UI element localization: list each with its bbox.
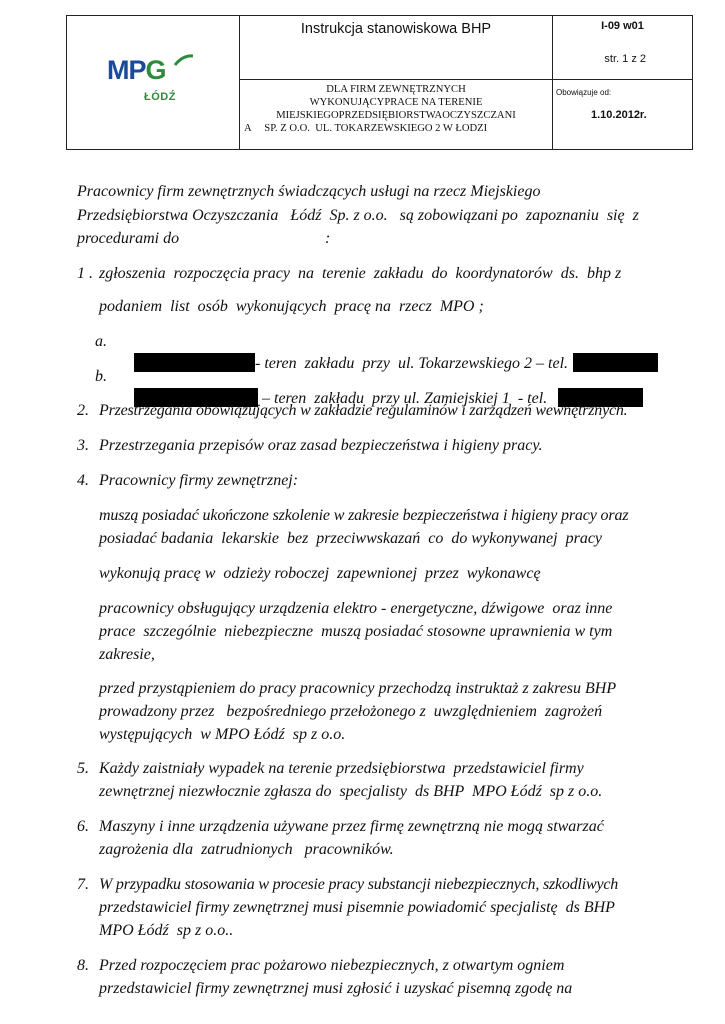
scope-line: MIEJSKIEGOPRZEDSIĘBIORSTWAOCZYSZCZANI — [276, 110, 516, 121]
list-item-text: Przed rozpoczęciem prac pożarowo niebezpiecznych, z otwartym ogniem — [99, 957, 565, 974]
bullet-text: posiadać badania lekarskie bez przeciwwskazań co do wykonywanej pracy — [99, 530, 603, 547]
list-item-text: Każdy zaistniały wypadek na terenie przedsiębiorstwa przedstawiciel firmy — [99, 760, 584, 777]
sublist-text: - teren zakładu przy ul. Tokarzewskiego 2 – tel. — [255, 355, 569, 372]
list-item-text: MPO Łódź sp z o.o.. — [99, 922, 234, 939]
list-item-text: zewnętrznej niezwłocznie zgłasza do specjalisty ds BHP MPO Łódź sp z o.o. — [99, 783, 603, 800]
list-item-number: 2. — [77, 402, 89, 419]
scope-line: DLA FIRM ZEWNĘTRZNYCH — [326, 84, 466, 95]
bullet-text: pracownicy obsługujący urządzenia elektro - energetyczne, dźwigowe oraz inne — [99, 600, 613, 617]
scope-line: A SP. Z O.O. UL. TOKARZEWSKIEGO 2 W ŁODZI — [244, 123, 488, 134]
list-item-text: W przypadku stosowania w procesie pracy substancji niebezpiecznych, szkodliwych — [99, 876, 619, 893]
logo-wordmark: MPG — [107, 55, 166, 85]
scope-line: WYKONUJĄCYPRACE NA TERENIE — [309, 97, 483, 108]
list-item-number: 5. — [77, 760, 89, 777]
list-item-text: przedstawiciel firmy zewnętrznej musi zgłosić i uzyskać pisemną zgodę na — [99, 980, 573, 997]
list-item-text: podaniem list osób wykonujących pracę na rzecz MPO ; — [99, 298, 484, 315]
bullet-text: muszą posiadać ukończone szkolenie w zakresie bezpieczeństwa i higieny pracy oraz — [99, 507, 629, 524]
list-item-text: Pracownicy firmy zewnętrznej: — [99, 472, 299, 489]
logo-city: ŁÓDŹ — [144, 91, 176, 103]
bullet-text: zakresie, — [99, 646, 155, 663]
list-item-text: przedstawiciel firmy zewnętrznej musi pisemnie powiadomić specjalistę ds BHP — [99, 899, 615, 916]
sublist-item-b — [118, 366, 643, 432]
list-item-text: zagrożenia dla zatrudnionych pracowników. — [99, 841, 394, 858]
intro-line: procedurami do — [77, 230, 180, 247]
mpo-logo — [107, 57, 207, 113]
list-item-number: 4. — [77, 472, 89, 489]
bullet-text: występujących w MPO Łódź sp z o.o. — [99, 726, 346, 743]
list-item-number: 8. — [77, 957, 89, 974]
list-item-number: 3. — [77, 437, 89, 454]
list-item-text: Przestrzegania obowiązujących w zakładzie regulaminów i zarządzeń wewnętrznych. — [99, 402, 628, 419]
list-item-number: 6. — [77, 818, 89, 835]
document-code: I-09 w01 — [601, 20, 644, 32]
logo-swoosh-icon — [173, 53, 195, 67]
sublist-label: b. — [95, 368, 107, 385]
list-item-text: Maszyny i inne urządzenia używane przez firmę zewnętrzną nie mogą stwarzać — [99, 818, 604, 835]
logo-cell — [67, 16, 240, 150]
sublist-label: a. — [95, 333, 107, 350]
title-cell — [240, 16, 553, 80]
intro-line: Pracownicy firm zewnętrznych świadczących usługi na rzecz Miejskiego — [77, 183, 541, 200]
page-number: str. 1 z 2 — [604, 53, 646, 65]
bullet-text: wykonują pracę w odzieży roboczej zapewnionej przez wykonawcę — [99, 565, 541, 582]
intro-line: Przedsiębiorstwa Oczyszczania Łódź Sp. z o.o. są zobowiązani po zapoznaniu się z — [77, 207, 639, 224]
list-item-text: zgłoszenia rozpoczęcia pracy na terenie zakładu do koordynatorów ds. bhp z — [99, 265, 622, 282]
valid-from-date: 1.10.2012r. — [591, 109, 647, 121]
bullet-text: prace szczególnie niebezpieczne muszą posiadać stosowne uprawnienia w tym — [99, 623, 613, 640]
list-item-text: Przestrzegania przepisów oraz zasad bezpieczeństwa i higieny pracy. — [99, 437, 543, 454]
bullet-text: prowadzony przez bezpośredniego przełożonego z uwzględnieniem zagrożeń — [99, 703, 603, 720]
valid-from-cell — [553, 80, 693, 150]
valid-from-label: Obowiązuje od: — [556, 88, 612, 97]
scope-cell — [240, 80, 553, 150]
intro-colon: : — [325, 230, 331, 247]
document-title: Instrukcja stanowiskowa BHP — [300, 21, 492, 37]
bullet-text: przed przystąpieniem do pracy pracownicy przechodzą instruktaż z zakresu BHP — [99, 680, 617, 697]
document-header-table — [66, 15, 693, 150]
sublist-text: – teren zakładu przy ul. Zamiejskiej 1 - tel. — [258, 390, 548, 407]
list-item-number: 1 . — [77, 265, 93, 282]
list-item-number: 7. — [77, 876, 89, 893]
code-cell — [553, 16, 693, 80]
